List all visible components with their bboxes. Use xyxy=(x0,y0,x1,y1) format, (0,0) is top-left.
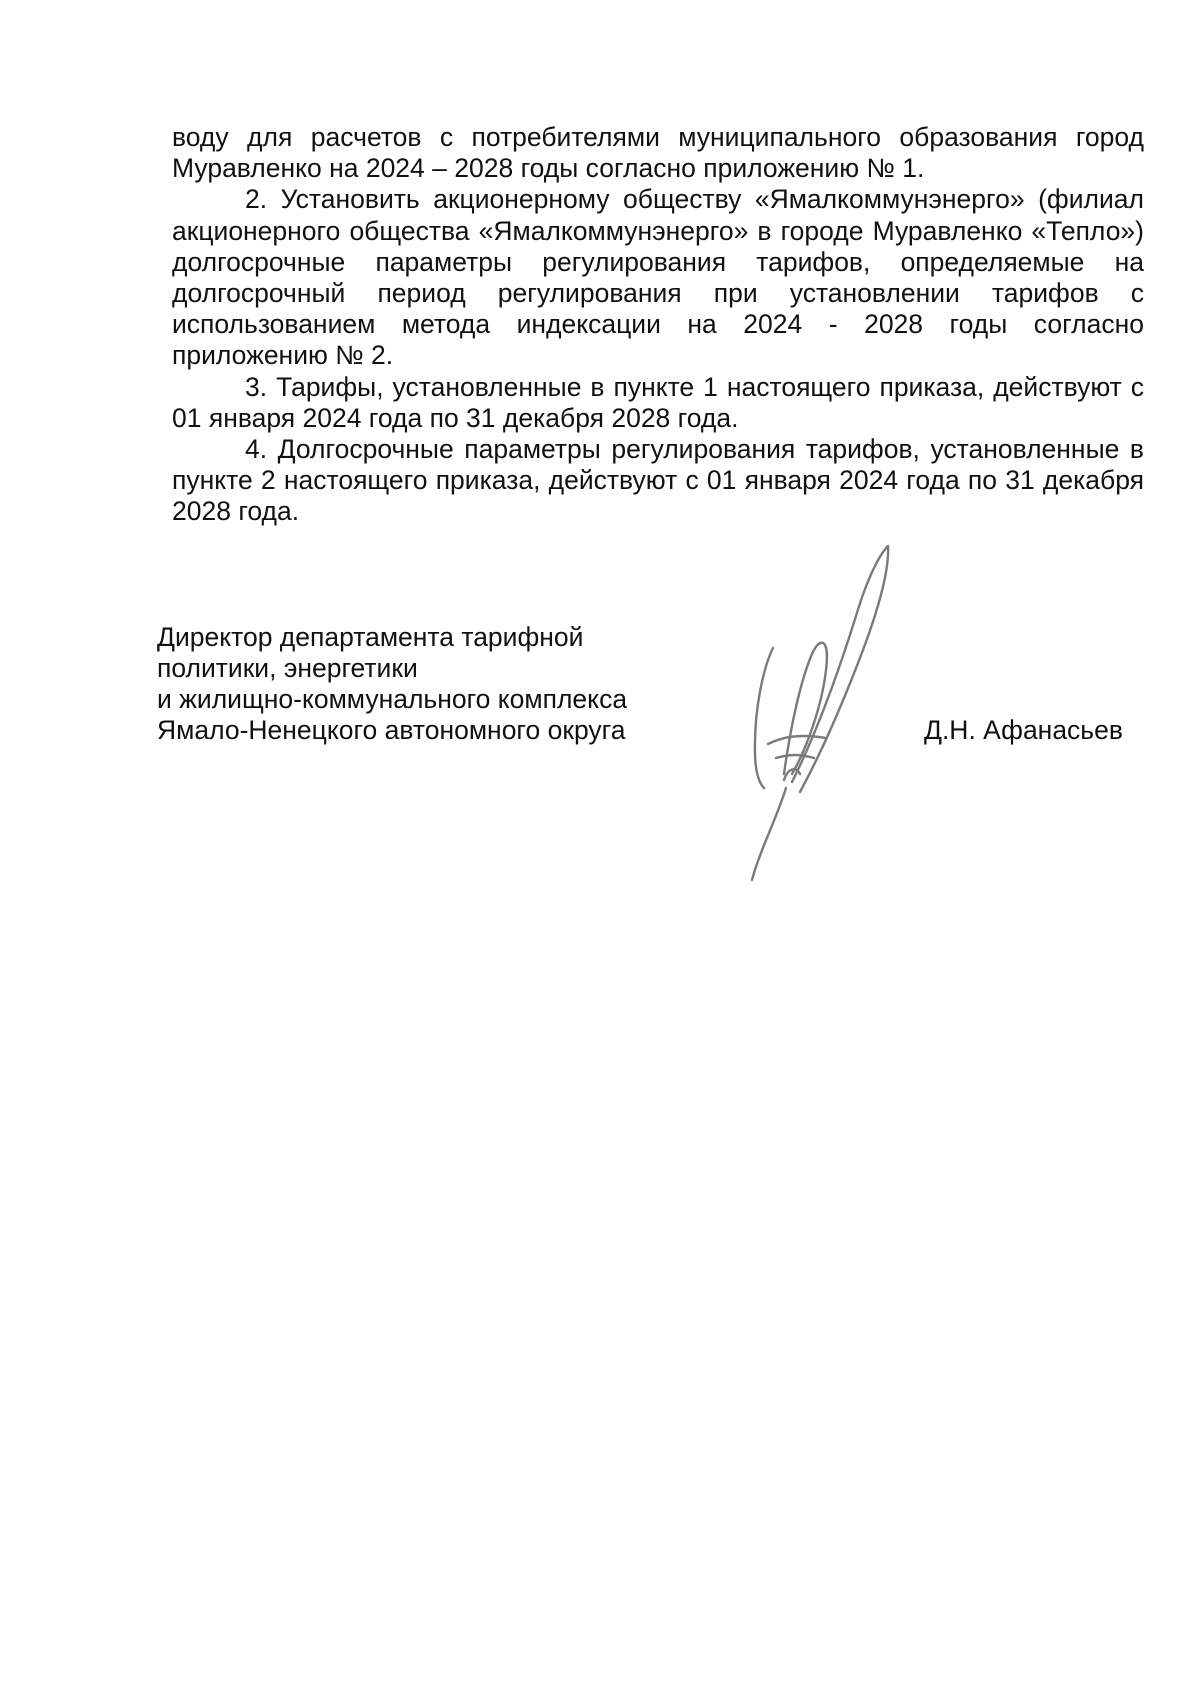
order-body-text xyxy=(172,122,1144,528)
order-item-3: 3. Тарифы, установленные в пункте 1 настоящего приказа, действуют с 01 января 2024 года по 31 декабря 2028 года. xyxy=(172,371,1144,433)
position-line: Директор департамента тарифной xyxy=(157,622,584,652)
position-line: политики, энергетики xyxy=(157,653,418,683)
handwritten-signature xyxy=(740,530,940,890)
paragraph-continuation: воду для расчетов с потребителями муниципального образования город Муравленко на 2024 – 2028 годы согласно приложению № 1. xyxy=(172,122,1144,184)
position-line: и жилищно-коммунального комплекса xyxy=(157,684,628,714)
signature-strokes xyxy=(752,546,888,880)
order-item-4: 4. Долгосрочные параметры регулирования тарифов, установленные в пункте 2 настоящего приказа, действуют с 01 января 2024 года по 31 декабря 2028 года. xyxy=(172,434,1144,527)
order-item-2: 2. Установить акционерному обществу «Ямалкоммунэнерго» (филиал акционерного общества «Ямалкоммунэнерго» в городе Муравленко «Тепло») долгосрочные параметры регулирования тарифов, определяемые на долгосрочный период регулирования при установлении тарифов с использованием метода индексации на 2024 - 2028 годы согласно приложению № 2. xyxy=(172,184,1144,371)
position-line: Ямало-Ненецкого автономного округа xyxy=(157,715,626,745)
signatory-position xyxy=(157,622,627,746)
signer-name: Д.Н. Афанасьев xyxy=(924,715,1123,745)
